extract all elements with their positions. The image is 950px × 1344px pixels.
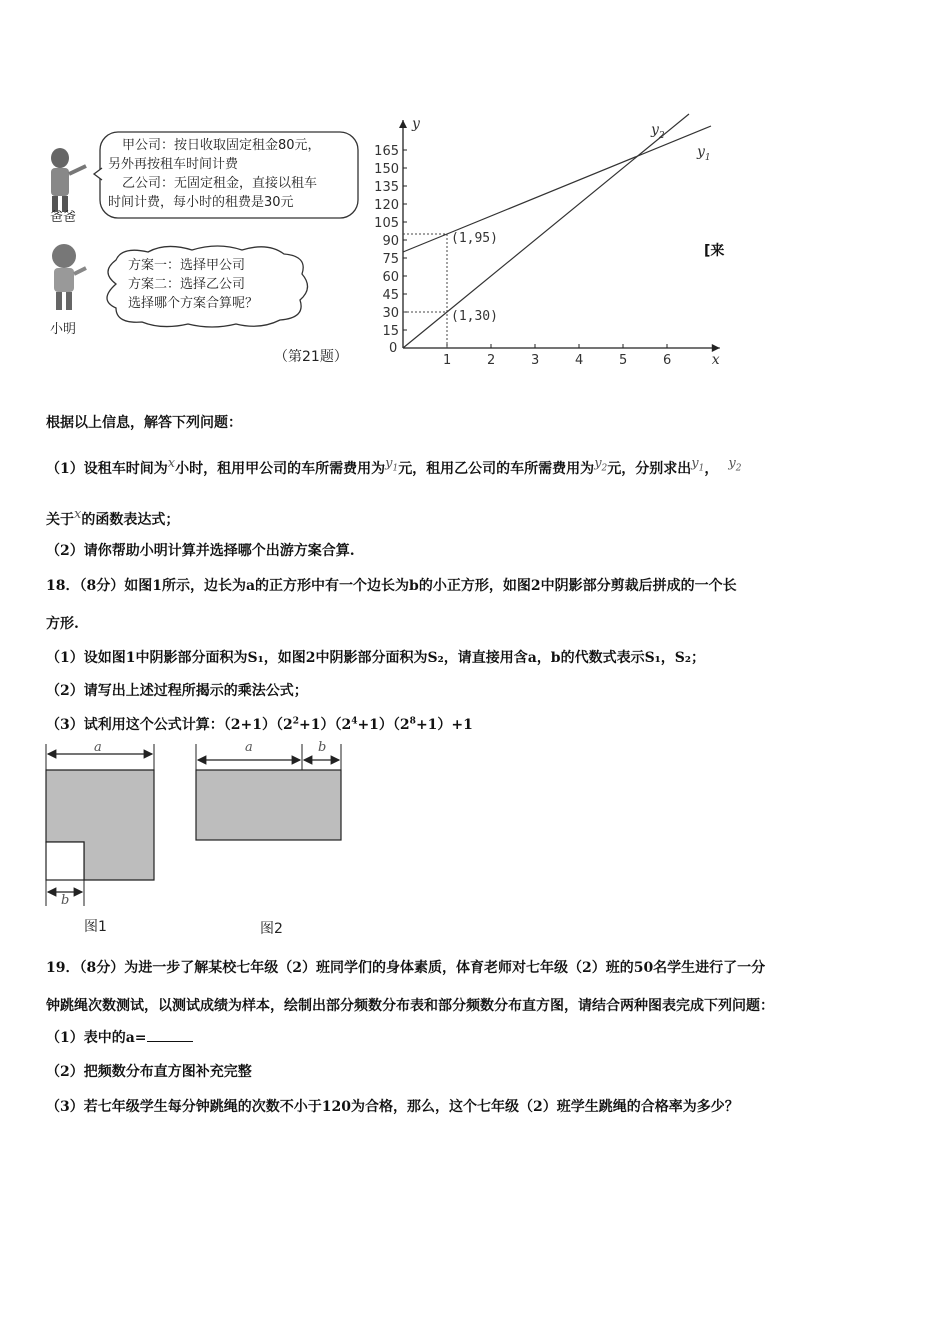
q17-text: 元，租用乙公司的车所需费用为 <box>398 461 595 477</box>
x-tick-label: 2 <box>487 353 496 368</box>
y-tick-label: 60 <box>382 270 399 285</box>
var-y: y <box>594 456 602 471</box>
q17-text: 小时，租用甲公司的车所需费用为 <box>175 461 386 477</box>
x-axis-arrow <box>712 344 720 352</box>
var-y: y <box>385 456 393 471</box>
y-tick-label: 30 <box>382 306 399 321</box>
y-tick-label: 90 <box>382 234 399 249</box>
y-tick-label: 150 <box>374 162 399 177</box>
q17-text: 的函数表达式； <box>81 512 180 528</box>
origin-label: 0 <box>389 341 398 356</box>
y-tick-label: 165 <box>374 144 399 159</box>
q19-part2: （2）把频数分布直方图补充完整 <box>46 1064 252 1080</box>
shaded-rectangle <box>196 770 341 840</box>
boy-figure-icon <box>44 242 90 318</box>
q19-stem-line2: 钟跳绳次数测试，以测试成绩为样本，绘制出部分频数分布表和部分频数分布直方图，请结合两种图表完成下列问题： <box>46 998 774 1014</box>
dad-bubble-line: 另外再按租车时间计费 <box>108 157 239 172</box>
boy-bubble-line: 方案二：选择乙公司 <box>128 277 246 292</box>
watermark-text: [来 <box>704 243 725 259</box>
dad-bubble-line: 甲公司：按日收取固定租金80元， <box>122 138 321 153</box>
y-tick-label: 45 <box>382 288 399 303</box>
q17-text: ， <box>704 461 719 477</box>
q18-part3 <box>46 714 473 734</box>
var-sub: 2 <box>735 463 742 474</box>
q17-part2: （2）请你帮助小明计算并选择哪个出游方案合算. <box>46 543 355 559</box>
q18-stem-line2: 方形. <box>46 616 79 632</box>
var-y: y <box>691 456 699 471</box>
series-label-y2: $y_2$ <box>651 122 665 141</box>
q17-part1 <box>46 456 741 478</box>
var-sub: 1 <box>392 463 399 474</box>
figure-caption: （第21题） <box>274 349 348 365</box>
fig1-caption: 图1 <box>84 919 107 935</box>
var-sub: 2 <box>601 463 608 474</box>
q18-text: （3）试利用这个公式计算：（2+1）（2 <box>46 717 293 733</box>
y-axis-label: y <box>412 116 420 132</box>
q18-stem-line1: 18．（8分）如图1所示，边长为a的正方形中有一个边长为b的小正方形，如图2中阴影部分剪裁后拼成的一个长 <box>46 578 737 594</box>
y-tick-label: 15 <box>382 324 399 339</box>
q18-text: +1）+1 <box>415 717 473 733</box>
exponent: 2 <box>292 716 299 727</box>
x-tick-label: 4 <box>575 353 584 368</box>
q18-part1: （1）设如图1中阴影部分面积为S₁，如图2中阴影部分面积为S₂，请直接用含a，b的代数式表示S₁，S₂； <box>46 650 706 666</box>
annotation-point: (1,95) <box>451 231 498 246</box>
series-label-y1: $y_1$ <box>697 144 711 163</box>
fig2-caption: 图2 <box>260 921 283 937</box>
var-x: x <box>167 456 176 471</box>
series-label-sub: 2 <box>658 131 665 141</box>
q19-part3: （3）若七年级学生每分钟跳绳的次数不小于120为合格，那么，这个七年级（2）班学生跳绳的合格率为多少？ <box>46 1099 739 1115</box>
y-tick-label: 75 <box>382 252 399 267</box>
dad-bubble-line: 乙公司：无固定租金，直接以租车 <box>122 176 318 191</box>
x-tick-label: 3 <box>531 353 540 368</box>
annotation-point: (1,30) <box>451 309 498 324</box>
series-line-y1 <box>403 126 711 252</box>
q18-text: +1）（2 <box>357 717 410 733</box>
series-label-sub: 1 <box>704 153 711 163</box>
q19-part1 <box>46 1027 193 1047</box>
var-sub: 1 <box>698 463 705 474</box>
exponent: 8 <box>409 716 416 727</box>
q17-text: （1）设租车时间为 <box>46 461 168 477</box>
y-axis-arrow <box>399 120 407 128</box>
boy-bubble-line: 选择哪个方案合算呢？ <box>128 296 259 311</box>
y-tick-label: 120 <box>374 198 399 213</box>
q18-text: +1）（2 <box>298 717 352 733</box>
figure-2-diagram <box>190 740 348 846</box>
x-axis-label: x <box>711 352 720 368</box>
q17-text: 元，分别求出 <box>607 461 692 477</box>
y-tick-label: 135 <box>374 180 399 195</box>
figure-1-diagram <box>40 740 165 912</box>
xiaoming-label: 小明 <box>50 322 77 337</box>
var-x: x <box>74 507 82 522</box>
q19-text: （1）表中的a= <box>46 1030 147 1046</box>
dad-label: 爸爸 <box>50 210 77 225</box>
x-tick-label: 1 <box>443 353 452 368</box>
small-square <box>46 842 84 880</box>
x-tick-label: 5 <box>619 353 628 368</box>
q18-part2: （2）请写出上述过程所揭示的乘法公式； <box>46 683 308 699</box>
q17-text: 关于 <box>46 512 74 528</box>
q19-stem-line1: 19．（8分）为进一步了解某校七年级（2）班同学们的身体素质，体育老师对七年级（2）班的50名学生进行了一分 <box>46 960 766 976</box>
x-tick-label: 6 <box>663 353 672 368</box>
y-tick-label: 105 <box>374 216 399 231</box>
var-y: y <box>728 456 736 471</box>
exponent: 4 <box>351 716 358 727</box>
cost-chart <box>360 92 720 377</box>
fig2-label-a: a <box>245 740 253 755</box>
q17-part1-cont <box>46 507 179 529</box>
fig1-label-b: b <box>61 893 70 908</box>
q17-intro: 根据以上信息，解答下列问题： <box>46 415 242 431</box>
fig1-label-a: a <box>94 740 102 755</box>
dad-bubble-line: 时间计费，每小时的租费是30元 <box>108 195 294 210</box>
boy-bubble-line: 方案一：选择甲公司 <box>128 258 246 273</box>
series-line-y2 <box>403 114 689 348</box>
fig2-label-b: b <box>318 740 327 755</box>
answer-blank <box>147 1029 193 1042</box>
